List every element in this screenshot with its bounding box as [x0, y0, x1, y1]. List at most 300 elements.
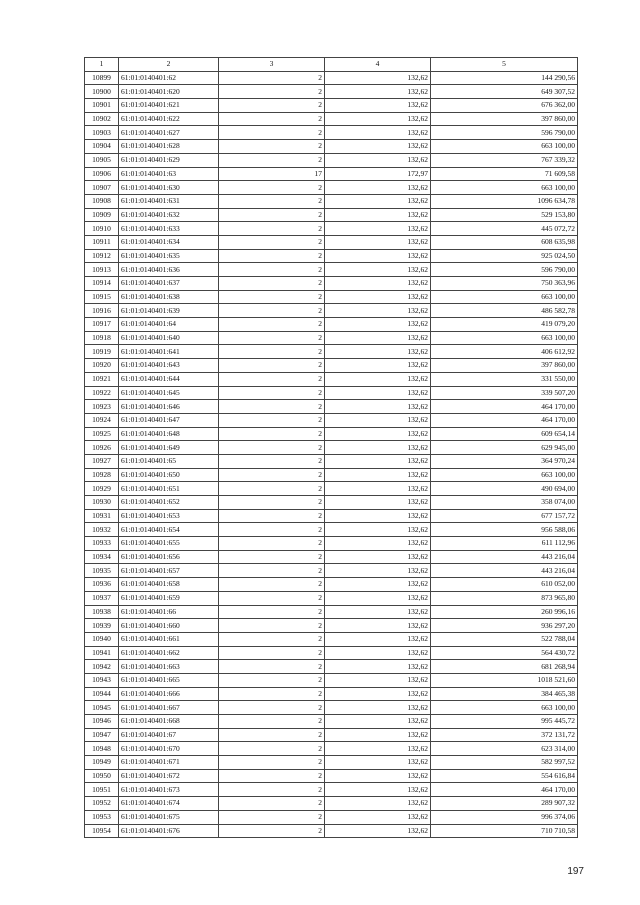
- cadastral-number: 61:01:0140401:671: [119, 756, 219, 770]
- cadastral-number: 61:01:0140401:631: [119, 194, 219, 208]
- row-number: 10906: [85, 167, 119, 181]
- cadastral-number: 61:01:0140401:651: [119, 482, 219, 496]
- table-row: [85, 701, 578, 715]
- cost-value: 529 153,80: [431, 208, 578, 222]
- row-number: 10942: [85, 660, 119, 674]
- category-code: 2: [219, 468, 325, 482]
- row-number: 10909: [85, 208, 119, 222]
- category-code: 2: [219, 208, 325, 222]
- area-value: 132,62: [325, 386, 431, 400]
- row-number: 10902: [85, 112, 119, 126]
- cost-value: 596 790,00: [431, 126, 578, 140]
- category-code: 2: [219, 810, 325, 824]
- area-value: 132,62: [325, 318, 431, 332]
- table-row: [85, 441, 578, 455]
- cost-value: 956 588,06: [431, 523, 578, 537]
- table-row: [85, 112, 578, 126]
- category-code: 2: [219, 715, 325, 729]
- table-row: [85, 249, 578, 263]
- column-header-3: 3: [219, 58, 325, 72]
- row-number: 10941: [85, 646, 119, 660]
- cost-value: 443 216,04: [431, 550, 578, 564]
- table-row: [85, 673, 578, 687]
- row-number: 10931: [85, 509, 119, 523]
- table-row: [85, 468, 578, 482]
- cadastral-number: 61:01:0140401:674: [119, 797, 219, 811]
- cost-value: 406 612,92: [431, 345, 578, 359]
- table-row: [85, 537, 578, 551]
- table-row: [85, 126, 578, 140]
- row-number: 10910: [85, 222, 119, 236]
- category-code: 2: [219, 318, 325, 332]
- cadastral-number: 61:01:0140401:635: [119, 249, 219, 263]
- cadastral-number: 61:01:0140401:63: [119, 167, 219, 181]
- cost-value: 663 100,00: [431, 290, 578, 304]
- cadastral-number: 61:01:0140401:620: [119, 85, 219, 99]
- cadastral-number: 61:01:0140401:654: [119, 523, 219, 537]
- row-number: 10954: [85, 824, 119, 838]
- area-value: 132,62: [325, 756, 431, 770]
- row-number: 10919: [85, 345, 119, 359]
- area-value: 132,62: [325, 331, 431, 345]
- table-row: [85, 660, 578, 674]
- area-value: 132,62: [325, 509, 431, 523]
- cost-value: 608 635,98: [431, 235, 578, 249]
- row-number: 10928: [85, 468, 119, 482]
- row-number: 10925: [85, 427, 119, 441]
- cost-value: 1018 521,60: [431, 673, 578, 687]
- table-row: [85, 359, 578, 373]
- cost-value: 445 072,72: [431, 222, 578, 236]
- table-row: [85, 797, 578, 811]
- row-number: 10949: [85, 756, 119, 770]
- cost-value: 384 465,38: [431, 687, 578, 701]
- area-value: 132,62: [325, 290, 431, 304]
- row-number: 10938: [85, 605, 119, 619]
- cadastral-number: 61:01:0140401:636: [119, 263, 219, 277]
- area-value: 132,62: [325, 482, 431, 496]
- area-value: 132,62: [325, 715, 431, 729]
- cost-value: 925 024,50: [431, 249, 578, 263]
- cost-value: 995 445,72: [431, 715, 578, 729]
- category-code: 2: [219, 660, 325, 674]
- row-number: 10926: [85, 441, 119, 455]
- table-row: [85, 756, 578, 770]
- cost-value: 464 170,00: [431, 400, 578, 414]
- table-row: [85, 632, 578, 646]
- row-number: 10952: [85, 797, 119, 811]
- category-code: 2: [219, 400, 325, 414]
- row-number: 10914: [85, 277, 119, 291]
- category-code: 2: [219, 153, 325, 167]
- area-value: 132,62: [325, 728, 431, 742]
- column-header-4: 4: [325, 58, 431, 72]
- cost-value: 873 965,80: [431, 591, 578, 605]
- area-value: 132,62: [325, 564, 431, 578]
- category-code: 2: [219, 591, 325, 605]
- area-value: 132,62: [325, 591, 431, 605]
- table-row: [85, 646, 578, 660]
- area-value: 132,62: [325, 304, 431, 318]
- table-row: [85, 400, 578, 414]
- area-value: 132,62: [325, 619, 431, 633]
- category-code: 2: [219, 550, 325, 564]
- cadastral-number: 61:01:0140401:62: [119, 71, 219, 85]
- cost-value: 663 100,00: [431, 140, 578, 154]
- table-row: [85, 235, 578, 249]
- row-number: 10899: [85, 71, 119, 85]
- table-row: [85, 687, 578, 701]
- area-value: 132,62: [325, 140, 431, 154]
- area-value: 132,62: [325, 413, 431, 427]
- area-value: 132,62: [325, 153, 431, 167]
- category-code: 2: [219, 99, 325, 113]
- category-code: 2: [219, 345, 325, 359]
- area-value: 132,62: [325, 85, 431, 99]
- row-number: 10911: [85, 235, 119, 249]
- cost-value: 397 860,00: [431, 112, 578, 126]
- row-number: 10901: [85, 99, 119, 113]
- table-row: [85, 509, 578, 523]
- category-code: 2: [219, 756, 325, 770]
- category-code: 17: [219, 167, 325, 181]
- cadastral-number: 61:01:0140401:641: [119, 345, 219, 359]
- row-number: 10953: [85, 810, 119, 824]
- cadastral-number: 61:01:0140401:643: [119, 359, 219, 373]
- table-row: [85, 496, 578, 510]
- cost-value: 750 363,96: [431, 277, 578, 291]
- cadastral-number: 61:01:0140401:640: [119, 331, 219, 345]
- cost-value: 596 790,00: [431, 263, 578, 277]
- table-row: [85, 728, 578, 742]
- table-row: [85, 304, 578, 318]
- category-code: 2: [219, 701, 325, 715]
- table-row: [85, 564, 578, 578]
- cadastral-number: 61:01:0140401:622: [119, 112, 219, 126]
- category-code: 2: [219, 194, 325, 208]
- table-row: [85, 85, 578, 99]
- table-row: [85, 619, 578, 633]
- cost-value: 364 970,24: [431, 454, 578, 468]
- category-code: 2: [219, 578, 325, 592]
- table-row: [85, 277, 578, 291]
- area-value: 132,62: [325, 632, 431, 646]
- area-value: 132,62: [325, 797, 431, 811]
- cadastral-number: 61:01:0140401:65: [119, 454, 219, 468]
- cost-value: 710 710,58: [431, 824, 578, 838]
- table-row: [85, 181, 578, 195]
- category-code: 2: [219, 605, 325, 619]
- row-number: 10932: [85, 523, 119, 537]
- table-row: [85, 153, 578, 167]
- cadastral-number: 61:01:0140401:672: [119, 769, 219, 783]
- cadastral-number: 61:01:0140401:637: [119, 277, 219, 291]
- cadastral-number: 61:01:0140401:67: [119, 728, 219, 742]
- cost-value: 522 788,04: [431, 632, 578, 646]
- cost-value: 464 170,00: [431, 783, 578, 797]
- row-number: 10948: [85, 742, 119, 756]
- cadastral-number: 61:01:0140401:64: [119, 318, 219, 332]
- area-value: 132,62: [325, 810, 431, 824]
- row-number: 10933: [85, 537, 119, 551]
- area-value: 132,62: [325, 537, 431, 551]
- cadastral-number: 61:01:0140401:662: [119, 646, 219, 660]
- area-value: 132,62: [325, 126, 431, 140]
- row-number: 10900: [85, 85, 119, 99]
- category-code: 2: [219, 509, 325, 523]
- table-row: [85, 715, 578, 729]
- category-code: 2: [219, 619, 325, 633]
- area-value: 132,62: [325, 372, 431, 386]
- cadastral-number: 61:01:0140401:668: [119, 715, 219, 729]
- category-code: 2: [219, 290, 325, 304]
- table-row: [85, 372, 578, 386]
- cadastral-number: 61:01:0140401:676: [119, 824, 219, 838]
- category-code: 2: [219, 646, 325, 660]
- cadastral-number: 61:01:0140401:657: [119, 564, 219, 578]
- cost-value: 331 550,00: [431, 372, 578, 386]
- cadastral-number: 61:01:0140401:665: [119, 673, 219, 687]
- cadastral-number: 61:01:0140401:666: [119, 687, 219, 701]
- row-number: 10927: [85, 454, 119, 468]
- cadastral-number: 61:01:0140401:630: [119, 181, 219, 195]
- cadastral-number: 61:01:0140401:632: [119, 208, 219, 222]
- cadastral-number: 61:01:0140401:644: [119, 372, 219, 386]
- category-code: 2: [219, 742, 325, 756]
- area-value: 132,62: [325, 523, 431, 537]
- row-number: 10950: [85, 769, 119, 783]
- category-code: 2: [219, 482, 325, 496]
- cost-value: 663 100,00: [431, 701, 578, 715]
- cadastral-number: 61:01:0140401:645: [119, 386, 219, 400]
- cadastral-number: 61:01:0140401:670: [119, 742, 219, 756]
- row-number: 10943: [85, 673, 119, 687]
- cadastral-number: 61:01:0140401:639: [119, 304, 219, 318]
- row-number: 10921: [85, 372, 119, 386]
- area-value: 132,62: [325, 550, 431, 564]
- table-row: [85, 783, 578, 797]
- area-value: 132,62: [325, 277, 431, 291]
- category-code: 2: [219, 687, 325, 701]
- cadastral-number: 61:01:0140401:673: [119, 783, 219, 797]
- table-row: [85, 71, 578, 85]
- category-code: 2: [219, 783, 325, 797]
- area-value: 132,62: [325, 222, 431, 236]
- cadastral-number: 61:01:0140401:648: [119, 427, 219, 441]
- area-value: 132,62: [325, 605, 431, 619]
- row-number: 10934: [85, 550, 119, 564]
- row-number: 10917: [85, 318, 119, 332]
- category-code: 2: [219, 140, 325, 154]
- area-value: 132,62: [325, 441, 431, 455]
- cost-value: 623 314,00: [431, 742, 578, 756]
- table-row: [85, 386, 578, 400]
- cost-value: 464 170,00: [431, 413, 578, 427]
- table-row: [85, 605, 578, 619]
- cost-value: 677 157,72: [431, 509, 578, 523]
- area-value: 132,62: [325, 359, 431, 373]
- category-code: 2: [219, 564, 325, 578]
- table-row: [85, 427, 578, 441]
- row-number: 10947: [85, 728, 119, 742]
- cost-value: 1096 634,78: [431, 194, 578, 208]
- table-row: [85, 810, 578, 824]
- category-code: 2: [219, 126, 325, 140]
- cadastral-number: 61:01:0140401:627: [119, 126, 219, 140]
- area-value: 132,62: [325, 263, 431, 277]
- cost-value: 144 290,56: [431, 71, 578, 85]
- table-row: [85, 318, 578, 332]
- cadastral-number: 61:01:0140401:659: [119, 591, 219, 605]
- cadastral-number: 61:01:0140401:633: [119, 222, 219, 236]
- cost-value: 358 074,00: [431, 496, 578, 510]
- cost-value: 372 131,72: [431, 728, 578, 742]
- category-code: 2: [219, 304, 325, 318]
- cost-value: 681 268,94: [431, 660, 578, 674]
- area-value: 132,62: [325, 181, 431, 195]
- column-header-2: 2: [119, 58, 219, 72]
- category-code: 2: [219, 112, 325, 126]
- column-header-5: 5: [431, 58, 578, 72]
- row-number: 10944: [85, 687, 119, 701]
- row-number: 10935: [85, 564, 119, 578]
- cadastral-number: 61:01:0140401:661: [119, 632, 219, 646]
- table-row: [85, 454, 578, 468]
- cost-value: 767 339,32: [431, 153, 578, 167]
- area-value: 132,62: [325, 99, 431, 113]
- area-value: 132,62: [325, 769, 431, 783]
- area-value: 132,62: [325, 345, 431, 359]
- table-row: [85, 523, 578, 537]
- table-row: [85, 140, 578, 154]
- cost-value: 996 374,06: [431, 810, 578, 824]
- table-row: [85, 550, 578, 564]
- area-value: 132,62: [325, 687, 431, 701]
- cost-value: 490 694,00: [431, 482, 578, 496]
- table-row: [85, 263, 578, 277]
- category-code: 2: [219, 454, 325, 468]
- category-code: 2: [219, 181, 325, 195]
- page-number: 197: [567, 866, 584, 877]
- cost-value: 339 507,20: [431, 386, 578, 400]
- area-value: 132,62: [325, 824, 431, 838]
- cost-value: 554 616,84: [431, 769, 578, 783]
- table-row: [85, 824, 578, 838]
- table-row: [85, 742, 578, 756]
- table-row: [85, 208, 578, 222]
- category-code: 2: [219, 386, 325, 400]
- cost-value: 486 582,78: [431, 304, 578, 318]
- category-code: 2: [219, 824, 325, 838]
- cadastral-number: 61:01:0140401:649: [119, 441, 219, 455]
- area-value: 132,62: [325, 235, 431, 249]
- row-number: 10916: [85, 304, 119, 318]
- row-number: 10923: [85, 400, 119, 414]
- category-code: 2: [219, 496, 325, 510]
- category-code: 2: [219, 413, 325, 427]
- table-row: [85, 331, 578, 345]
- cost-value: 71 609,58: [431, 167, 578, 181]
- cadastral-number: 61:01:0140401:656: [119, 550, 219, 564]
- cost-value: 936 297,20: [431, 619, 578, 633]
- cadastral-number: 61:01:0140401:658: [119, 578, 219, 592]
- area-value: 132,62: [325, 646, 431, 660]
- area-value: 132,62: [325, 701, 431, 715]
- row-number: 10904: [85, 140, 119, 154]
- table-row: [85, 769, 578, 783]
- column-header-1: 1: [85, 58, 119, 72]
- cost-value: 676 362,00: [431, 99, 578, 113]
- area-value: 132,62: [325, 208, 431, 222]
- row-number: 10922: [85, 386, 119, 400]
- row-number: 10920: [85, 359, 119, 373]
- area-value: 132,62: [325, 468, 431, 482]
- row-number: 10939: [85, 619, 119, 633]
- row-number: 10907: [85, 181, 119, 195]
- cadastral-number: 61:01:0140401:66: [119, 605, 219, 619]
- area-value: 132,62: [325, 742, 431, 756]
- area-value: 172,97: [325, 167, 431, 181]
- table-row: [85, 591, 578, 605]
- cost-value: 443 216,04: [431, 564, 578, 578]
- table-header-row: [85, 58, 578, 72]
- area-value: 132,62: [325, 578, 431, 592]
- cost-value: 564 430,72: [431, 646, 578, 660]
- cadastral-number: 61:01:0140401:652: [119, 496, 219, 510]
- category-code: 2: [219, 427, 325, 441]
- category-code: 2: [219, 372, 325, 386]
- row-number: 10903: [85, 126, 119, 140]
- cadastral-number: 61:01:0140401:628: [119, 140, 219, 154]
- area-value: 132,62: [325, 249, 431, 263]
- cost-value: 610 052,00: [431, 578, 578, 592]
- table-body: [85, 71, 578, 838]
- category-code: 2: [219, 359, 325, 373]
- row-number: 10940: [85, 632, 119, 646]
- row-number: 10946: [85, 715, 119, 729]
- cost-value: 397 860,00: [431, 359, 578, 373]
- area-value: 132,62: [325, 783, 431, 797]
- category-code: 2: [219, 673, 325, 687]
- category-code: 2: [219, 537, 325, 551]
- category-code: 2: [219, 277, 325, 291]
- cadastral-table: [84, 57, 578, 838]
- area-value: 132,62: [325, 496, 431, 510]
- table-row: [85, 345, 578, 359]
- category-code: 2: [219, 71, 325, 85]
- area-value: 132,62: [325, 660, 431, 674]
- category-code: 2: [219, 85, 325, 99]
- cadastral-number: 61:01:0140401:663: [119, 660, 219, 674]
- cost-value: 663 100,00: [431, 331, 578, 345]
- table-row: [85, 99, 578, 113]
- category-code: 2: [219, 728, 325, 742]
- category-code: 2: [219, 797, 325, 811]
- category-code: 2: [219, 249, 325, 263]
- cadastral-number: 61:01:0140401:638: [119, 290, 219, 304]
- cost-value: 582 997,52: [431, 756, 578, 770]
- cost-value: 260 996,16: [431, 605, 578, 619]
- row-number: 10908: [85, 194, 119, 208]
- row-number: 10913: [85, 263, 119, 277]
- row-number: 10936: [85, 578, 119, 592]
- category-code: 2: [219, 441, 325, 455]
- row-number: 10945: [85, 701, 119, 715]
- category-code: 2: [219, 263, 325, 277]
- row-number: 10937: [85, 591, 119, 605]
- area-value: 132,62: [325, 112, 431, 126]
- row-number: 10929: [85, 482, 119, 496]
